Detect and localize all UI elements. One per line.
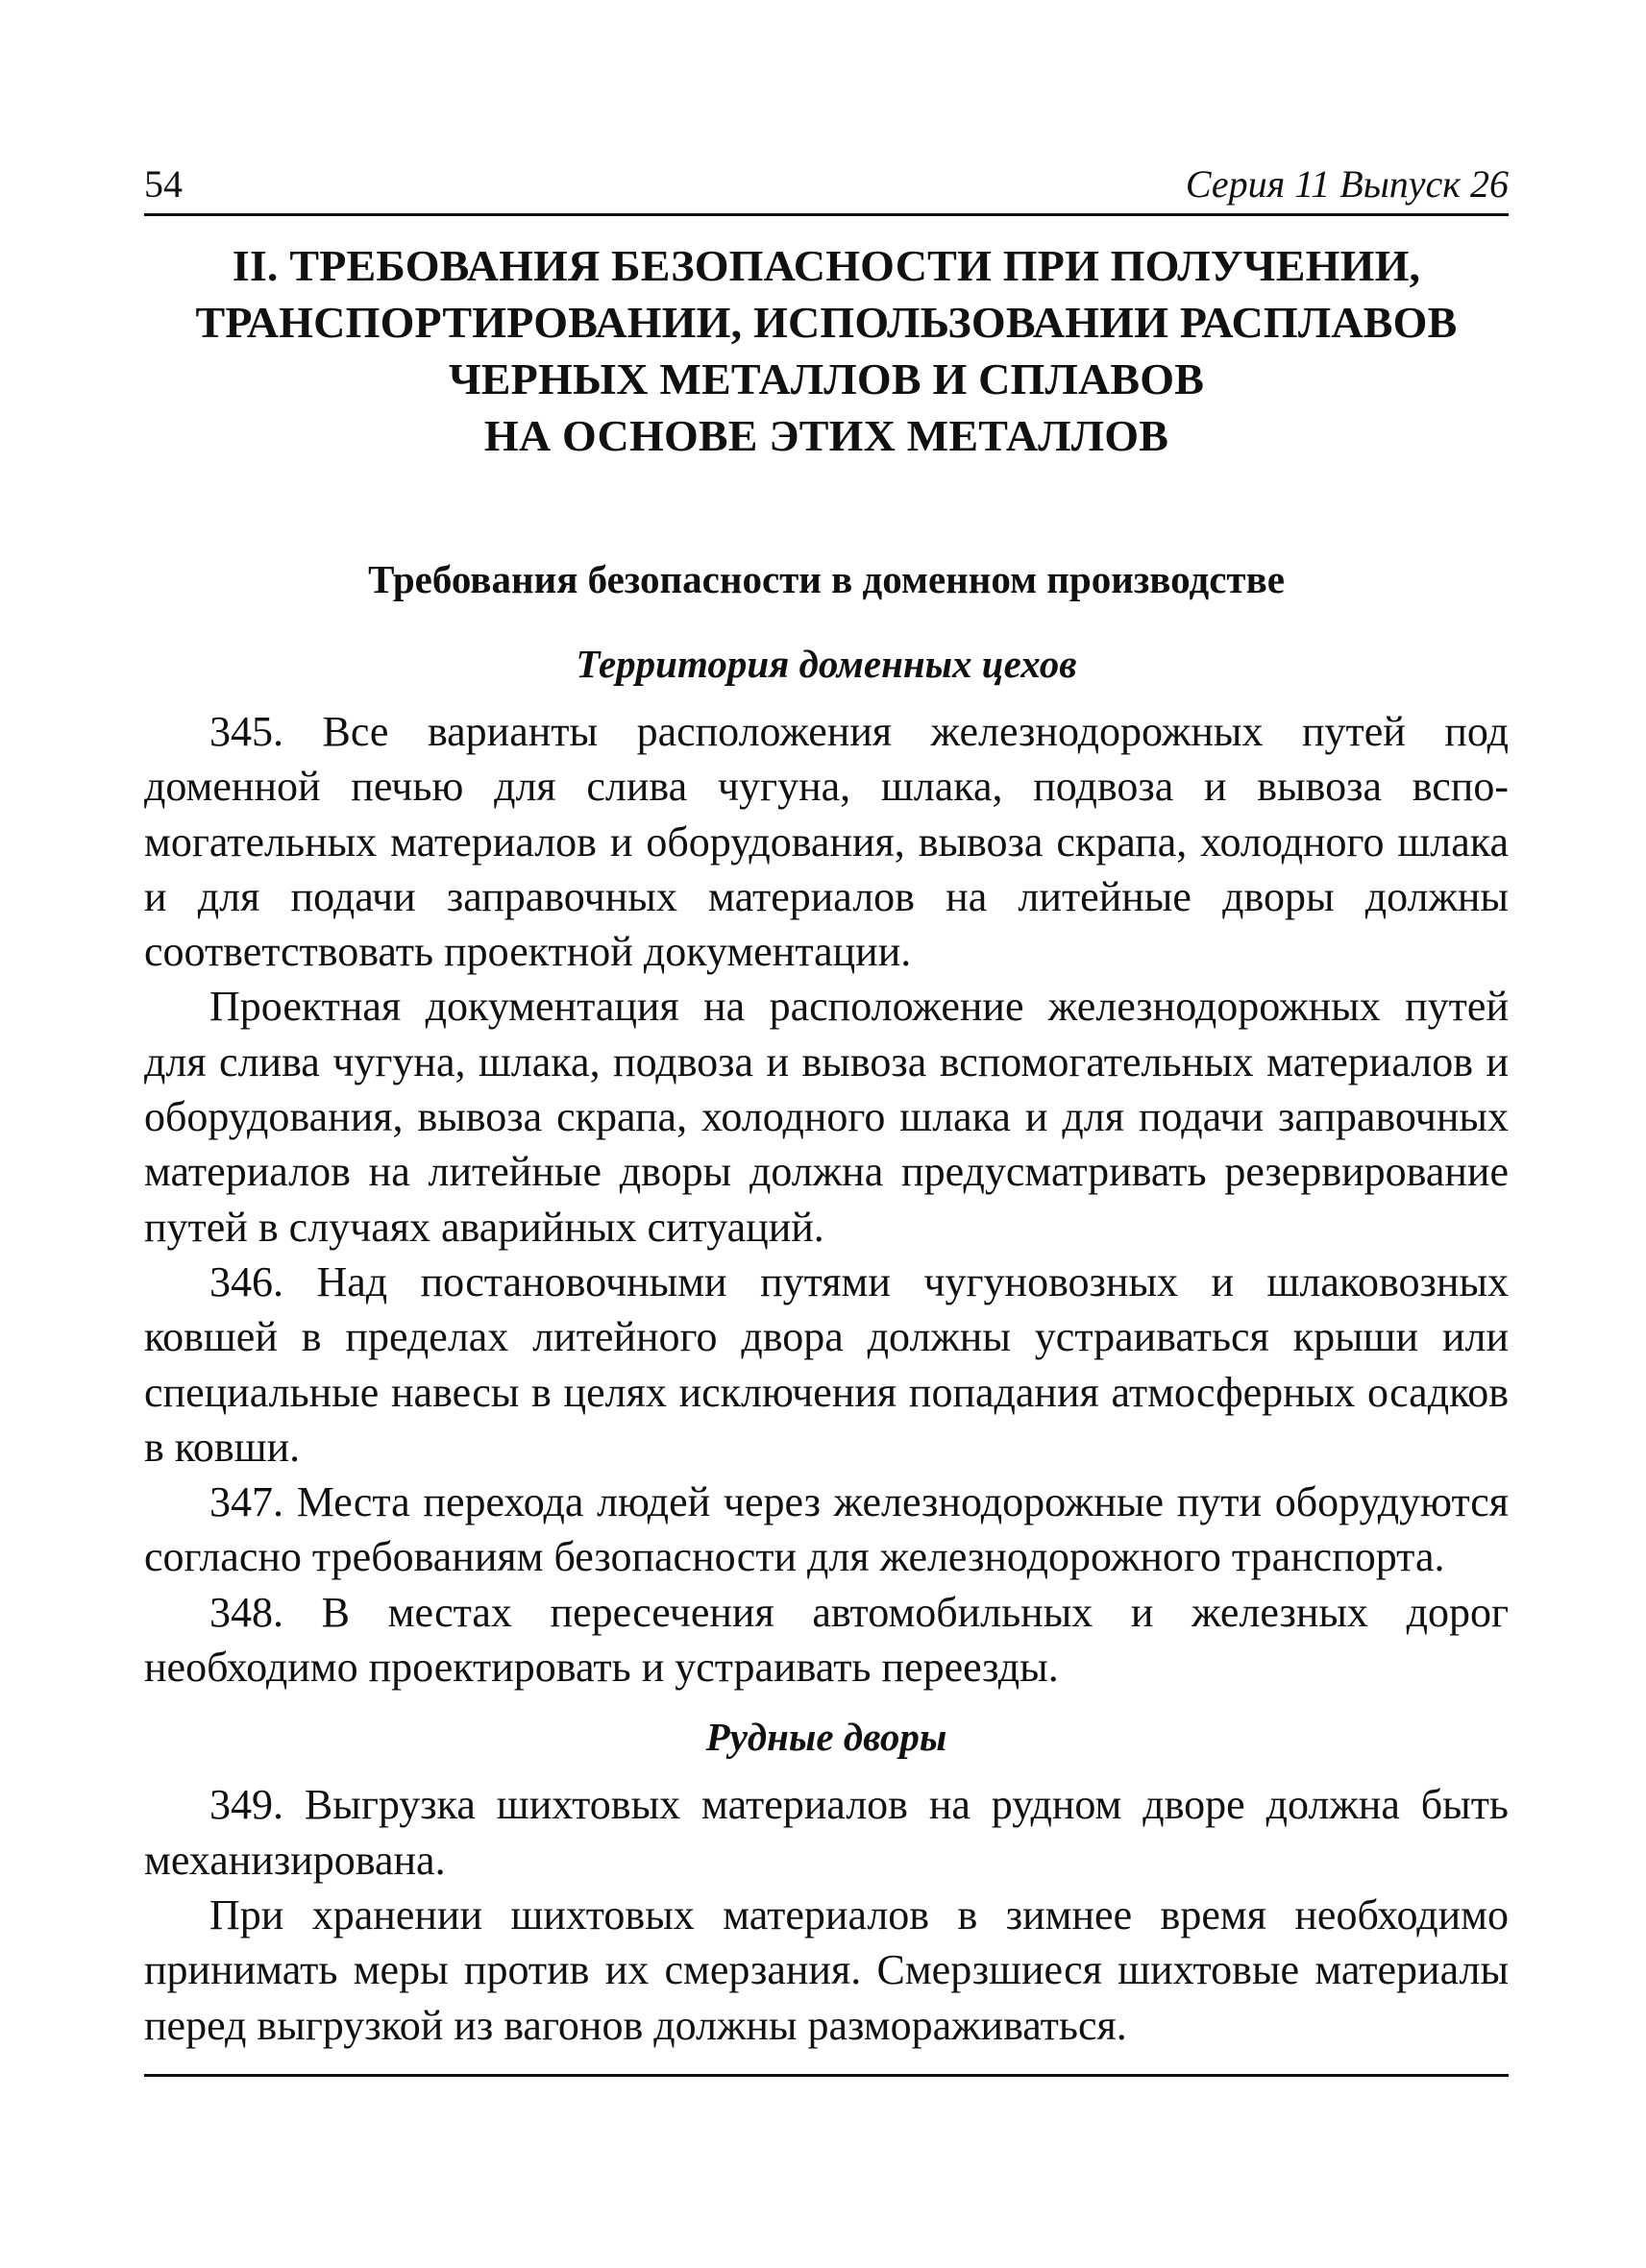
paragraph-348: 348. В местах пересечения автомобильных и железных дорог необходимо проектировать и устраивать переезды. <box>144 1588 1509 1692</box>
document-page <box>144 161 1509 2077</box>
paragraph-345-project-docs: Проектная документация на расположение железнодорожных путей для слива чугуна, шлака, подвоза и вывоза вспомогательных материалов и оборудования, вывоза скрапа, холодного шлака и для подачи заправочных материалов на литейные дворы должна предусматривать резервирование путей в случаях аварийных ситуаций. <box>144 983 1509 1251</box>
paragraph-347: 347. Места перехода людей через железнодорожные пути оборудуются согласно требованиям безопасности для железнодорожного транспорта. <box>144 1478 1509 1581</box>
paragraph-349: 349. Выгрузка шихтовых материалов на рудном дворе должна быть механизирована. <box>144 1781 1509 1884</box>
page-number: 54 <box>144 162 183 206</box>
section-title <box>144 237 1509 464</box>
running-header <box>144 161 1509 216</box>
section-title-line: ЧЕРНЫХ МЕТАЛЛОВ И СПЛАВОВ <box>448 354 1205 403</box>
series-label: Серия 11 Выпуск 26 <box>1185 162 1509 206</box>
section-title-line: ТРАНСПОРТИРОВАНИИ, ИСПОЛЬЗОВАНИИ РАСПЛАВОВ <box>195 298 1458 347</box>
paragraph-349-winter-storage: При хранении шихтовых материалов в зимнее время необходимо принимать меры против их смерзания. Смерзшиеся шихтовые материалы перед выгрузкой из вагонов должны размораживаться. <box>144 1890 1509 2049</box>
section-title-line: НА ОСНОВЕ ЭТИХ МЕТАЛЛОВ <box>483 411 1169 460</box>
paragraph-346: 346. Над постановочными путями чугуновозных и шлаковозных ковшей в пределах литейного двора должны устраиваться крыши или специальные навесы в целях исключения попадания атмосферных осадков в ковши. <box>144 1257 1509 1471</box>
section-title-line: II. ТРЕБОВАНИЯ БЕЗОПАСНОСТИ ПРИ ПОЛУЧЕНИИ, <box>232 241 1421 290</box>
subsection-title: Требования безопасности в доменном производстве <box>368 557 1285 601</box>
paragraph-345: 345. Все варианты расположения железнодорожных путей под доменной печью для слива чугуна, шлака, подвоза и вывоза вспомогательных материалов и оборудования, вывоза скрапа, холодного шлака и для подачи заправочных материалов на литейные дворы должны соответствовать проектной документации. <box>144 708 1509 976</box>
topic-title-blast-furnace-territory: Территория доменных цехов <box>576 642 1077 686</box>
topic-title-ore-yards: Рудные дворы <box>705 1715 947 1760</box>
footer-rule <box>144 2074 1509 2077</box>
